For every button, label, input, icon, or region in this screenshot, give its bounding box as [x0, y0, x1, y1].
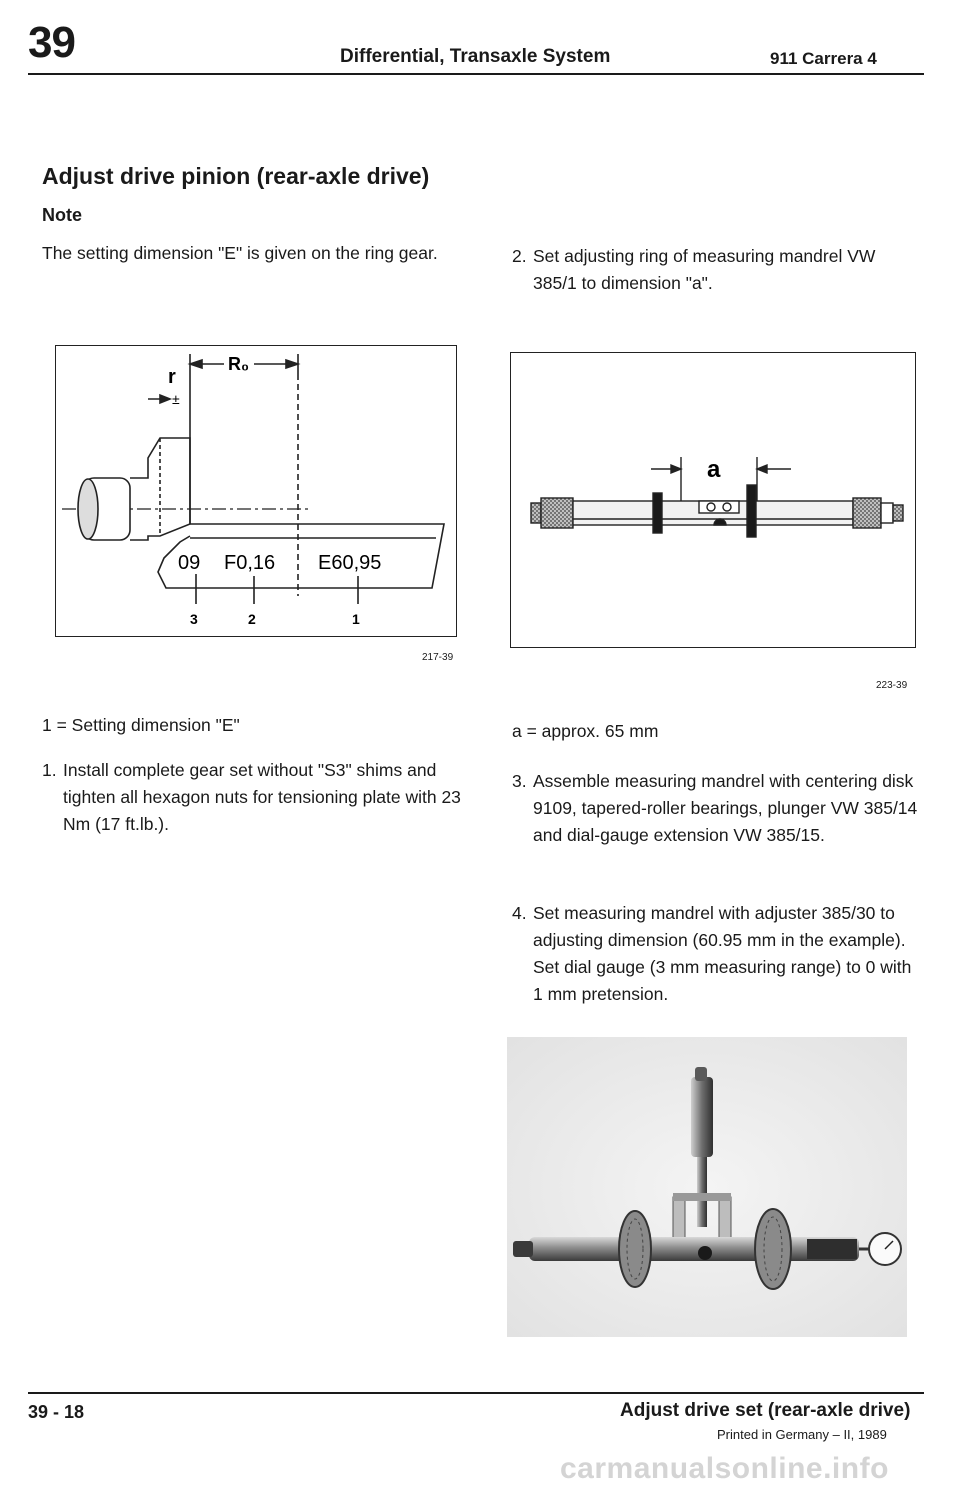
gear-code-09: 09: [178, 552, 201, 574]
figure1-number: 217-39: [422, 652, 454, 663]
step-2: [512, 243, 922, 297]
page-number: 39 - 18: [28, 1402, 85, 1422]
legend-setting-dimension: 1 = Setting dimension "E": [42, 715, 240, 735]
step-4-text: Set measuring mandrel with adjuster 385/30 to adjusting dimension (60.95 mm in the example). Set dial gauge (3 mm measuring range) to 0 with 1 mm pretension.: [533, 903, 912, 1004]
step-1: [42, 757, 472, 838]
printed-note: Printed in Germany – II, 1989: [717, 1427, 887, 1442]
step-3: [512, 768, 922, 849]
pinion-diagram-drawing: [56, 346, 456, 636]
step-3-number: 3.: [512, 771, 527, 791]
mandrel-drawing: [511, 353, 915, 647]
mandrel-assembly-photo: [507, 1037, 907, 1337]
step-2-text: Set adjusting ring of measuring mandrel VW 385/1 to dimension "a".: [533, 246, 876, 293]
legend-dimension-a: a = approx. 65 mm: [512, 721, 659, 741]
step-2-number: 2.: [512, 246, 527, 266]
note-heading: Note: [42, 205, 82, 225]
label-r: r: [168, 366, 176, 388]
step-4: [512, 900, 922, 1008]
callout-1: 1: [352, 611, 360, 627]
header-model: 911 Carrera 4: [770, 49, 877, 68]
note-text: The setting dimension "E" is given on the ring gear.: [42, 243, 438, 263]
step-3-text: Assemble measuring mandrel with centering disk 9109, tapered-roller bearings, plunger VW 385/14 and dial-gauge extension VW 385/15.: [533, 771, 918, 845]
figure-measuring-mandrel: [510, 352, 916, 648]
figure2-number: 223-39: [876, 680, 908, 691]
step-4-number: 4.: [512, 903, 527, 923]
step-1-text: Install complete gear set without "S3" shims and tighten all hexagon nuts for tensioning plate with 23 Nm (17 ft.lb.).: [63, 760, 461, 834]
label-plus-minus: ±: [172, 391, 180, 407]
section-title: Adjust drive pinion (rear-axle drive): [42, 163, 430, 189]
callout-3: 3: [190, 611, 198, 627]
header-rule: [28, 73, 924, 75]
header-title: Differential, Transaxle System: [340, 46, 611, 67]
gear-code-e: E60,95: [318, 552, 382, 574]
label-dimension-a: a: [707, 456, 721, 483]
chapter-number: 39: [28, 18, 75, 67]
gear-code-f: F0,16: [224, 552, 276, 574]
callout-2: 2: [248, 611, 256, 627]
label-ro: R₀: [228, 354, 250, 374]
footer-title: Adjust drive set (rear-axle drive): [620, 1400, 911, 1421]
step-1-number: 1.: [42, 760, 57, 780]
footer-rule: [28, 1392, 924, 1394]
photo-mandrel-assembly: [507, 1037, 907, 1337]
figure-pinion-diagram: [55, 345, 457, 637]
watermark: carmanualsonline.info: [560, 1452, 889, 1485]
